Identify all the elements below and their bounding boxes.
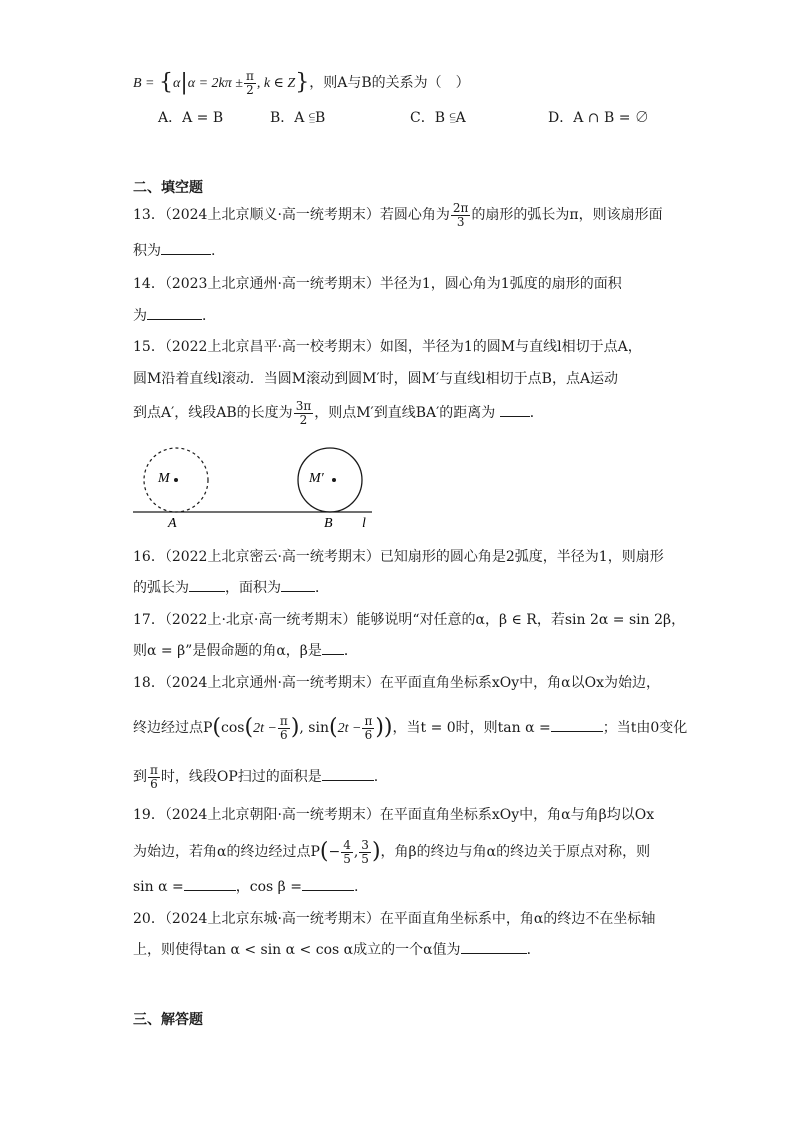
right-brace: } (295, 70, 310, 95)
q18-line-1: 18．（2024上北京通州·高一统考期末）在平面直角坐标系xOy中，角α以Ox为始边， (133, 675, 661, 691)
q17-line-2 (133, 641, 358, 661)
q16-text-b2: ，面积为 (225, 580, 281, 596)
q12-set-body-1: α (172, 76, 181, 91)
q15-fraction (294, 400, 314, 427)
q20-end: ． (526, 942, 541, 958)
q19-fraction-2 (359, 839, 371, 866)
q14-line-2 (133, 306, 216, 326)
q14-line-1: 14．（2023上北京通州·高一统考期末）半径为1，圆心角为1弧度的扇形的面积 (133, 276, 622, 292)
answer-blank[interactable] (500, 404, 530, 417)
frac-den: 6 (364, 727, 373, 742)
q20-text-b1: 上，则使得tan α < sin α < cos α成立的一个α值为 (133, 942, 461, 958)
q13-end: . (211, 243, 216, 259)
q12-fraction (244, 70, 256, 97)
q18-line-2 (133, 710, 687, 747)
frac-num: π (364, 713, 373, 728)
paren: ( (244, 715, 254, 740)
frac-den: 6 (150, 776, 158, 791)
label-b: B (324, 516, 333, 530)
q16-line-2 (133, 578, 329, 598)
comma: , (353, 844, 359, 860)
answer-blank[interactable] (189, 579, 225, 592)
q18-line-3 (133, 760, 378, 794)
q13-fraction (451, 202, 471, 229)
q12-option-a: A．A = B (158, 110, 224, 126)
circle-m-prime (298, 448, 362, 512)
q19-text-c1: sin α = (133, 879, 184, 895)
q12-set-body-2: α = 2kπ ± (187, 76, 243, 91)
q18-text-b2: ，当t = 0时，则tan α = (392, 720, 551, 736)
frac-num: π (150, 762, 158, 777)
answer-blank[interactable] (147, 307, 202, 320)
frac-num: 2π (452, 200, 469, 215)
q17-text-b1: 则α = β”是假命题的角α，β是 (133, 643, 322, 659)
q15-text-c1: 到点A′，线段AB的长度为 (133, 405, 293, 421)
frac-den: 2 (299, 412, 308, 427)
frac-den: 2 (246, 82, 254, 97)
q18-text-b1: 终边经过点P (133, 720, 213, 736)
paren: ( (212, 715, 222, 740)
q13-text-c: 积为 (133, 243, 161, 259)
label-m-prime: M′ (309, 471, 324, 486)
q19-line-2 (133, 835, 650, 869)
q16-end: ． (315, 580, 329, 596)
q15-end: ． (529, 405, 544, 421)
q14-end: ． (202, 308, 216, 324)
q13-text-b: 的扇形的弧长为π，则该扇形面 (471, 207, 663, 223)
q12-tail: ，则A与B的关系为（ ） (309, 75, 470, 91)
q16-line-1: 16．（2022上北京密云·高一统考期末）已知扇形的圆心角是2弧度，半径为1，则扇形 (133, 549, 664, 565)
q18-text-c1: 到 (133, 769, 147, 785)
q18-fraction-3 (148, 764, 160, 791)
answer-blank[interactable] (302, 878, 354, 891)
q15-line-2: 圆M沿着直线l滚动．当圆M滚动到圆M′时，圆M′与直线l相切于点B，点A运动 (133, 371, 619, 387)
q19-end: . (353, 879, 359, 895)
frac-num: π (279, 713, 288, 728)
q18-end: . (373, 769, 379, 785)
q14-text-b: 为 (133, 308, 147, 324)
answer-blank[interactable] (322, 768, 374, 781)
q19-text-b2: ，角β的终边与角α的终边关于原点对称，则 (380, 844, 651, 860)
answer-blank[interactable] (184, 878, 236, 891)
center-m-dot (174, 478, 178, 482)
q16-text-b1: 的弧长为 (133, 580, 189, 596)
bar: | (180, 70, 188, 95)
q18-arg: 2t − (253, 721, 277, 736)
center-m-prime-dot (332, 478, 336, 482)
frac-num: 4 (343, 837, 351, 852)
paren: ) (371, 839, 381, 864)
q12-option-b: B．A ⫅B (270, 110, 326, 126)
q19-line-3 (133, 877, 358, 897)
q19-text-b1: 为始边，若角α的终边经过点P (133, 844, 320, 860)
q17-end: ． (343, 643, 358, 659)
q18-fraction-2 (362, 715, 374, 742)
paren: )) (375, 715, 393, 740)
q12-option-d: D．A ∩ B = ∅ (548, 110, 649, 126)
q12-set-body-3: , k ∈ Z (256, 76, 296, 91)
q15-line-1: 15．（2022上北京昌平·高一校考期末）如图，半径为1的圆M与直线l相切于点A， (133, 339, 642, 355)
q17-line-1: 17．（2022上·北京·高一统考期末）能够说明“对任意的α，β ∈ R，若sin 2α = sin 2β， (133, 612, 686, 628)
q13-line-1 (133, 200, 663, 230)
frac-num: π (245, 68, 254, 83)
frac-den: 5 (361, 851, 369, 866)
frac-den: 3 (456, 214, 465, 229)
label-l: l (362, 516, 366, 530)
q18-text-b3: ；当t由0变化 (602, 720, 688, 736)
frac-den: 5 (343, 851, 351, 866)
section-answer: 三、解答题 (133, 1012, 203, 1028)
q18-arg: 2t − (337, 721, 362, 736)
q19-line-1: 19．（2024上北京朝阳·高一统考期末）在平面直角坐标系xOy中，角α与角β均以Ox (133, 807, 655, 823)
q15-text-c2: ，则点M′到直线BA′的距离为 (314, 405, 496, 421)
q19-text-c2: ，cos β = (235, 879, 302, 895)
q19-fraction-1 (341, 839, 353, 866)
frac-num: 3 (361, 837, 369, 852)
q18-fraction-1 (278, 715, 290, 742)
rolling-circle-figure (130, 440, 380, 530)
answer-blank[interactable] (281, 579, 315, 592)
answer-blank[interactable] (161, 242, 211, 255)
frac-num: 3π (295, 398, 312, 413)
q12-set-prefix: B = (133, 76, 155, 91)
frac-den: 6 (280, 727, 288, 742)
q18-cos: cos (221, 720, 245, 736)
paren: ) (290, 715, 300, 740)
q20-line-2 (133, 940, 541, 960)
label-m: M (158, 471, 170, 486)
paren: ( (319, 839, 329, 864)
q18-sin: , sin (299, 720, 329, 736)
paren: ( (329, 715, 338, 740)
q20-line-1: 20．（2024上北京东城·高一统考期末）在平面直角坐标系中，角α的终边不在坐标轴 (133, 911, 656, 927)
answer-blank[interactable] (551, 719, 603, 732)
answer-blank[interactable] (461, 941, 527, 954)
section-fill-in: 二、填空题 (133, 180, 203, 196)
answer-blank[interactable] (322, 642, 344, 655)
q15-line-3 (133, 396, 544, 430)
q13-line-2 (133, 241, 215, 261)
minus-sign: − (328, 844, 341, 860)
label-a: A (168, 516, 177, 530)
q12-set-line (133, 68, 470, 99)
q18-text-c2: 时，线段OP扫过的面积是 (160, 769, 322, 785)
q13-text-a: 13．（2024上北京顺义·高一统考期末）若圆心角为 (133, 207, 450, 223)
q12-option-c: C．B ⫅A (410, 110, 466, 126)
left-brace: { (158, 70, 173, 95)
